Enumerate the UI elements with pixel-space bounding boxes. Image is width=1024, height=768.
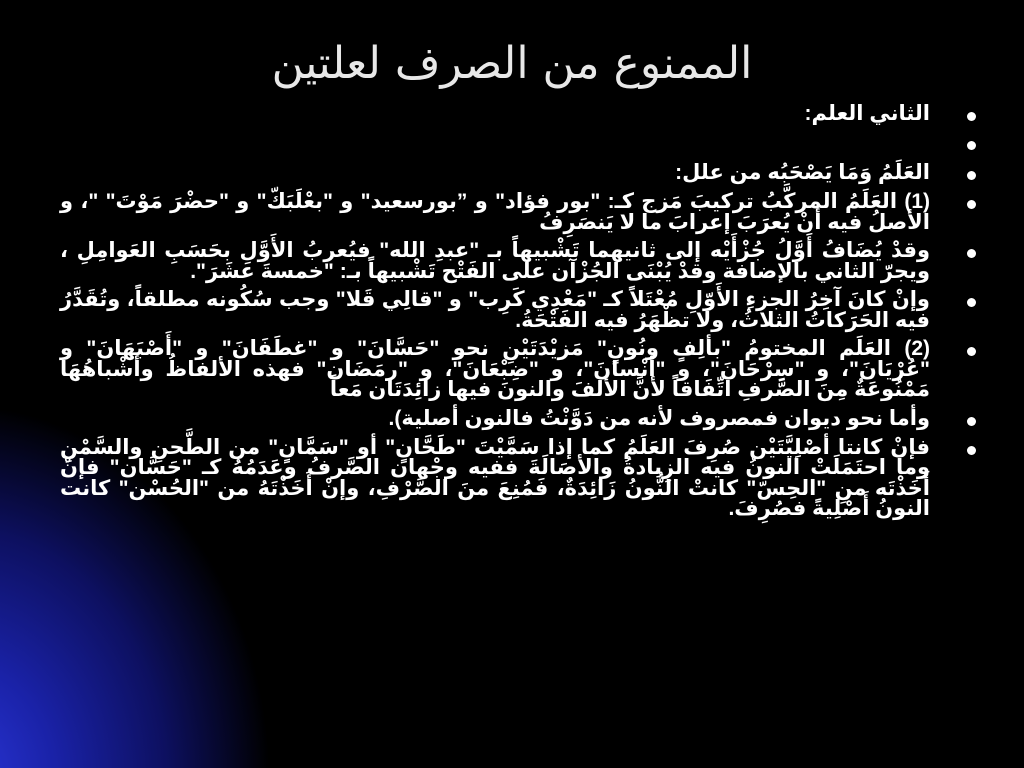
bullet-dot-icon	[967, 446, 976, 455]
bullet-item	[60, 104, 930, 125]
bullet-text: (1) العَلَمُ المركَّبُ تركيبَ مَزج كـ: "بور فؤاد" و ”بورسعيد" و "بعْلَبَكّ" و "حضْرَ مَوْتَ" "، و الأصلُ فيه أنْ يُعرَبَ إعرابَ ما لا يَنصَرِفُ	[60, 190, 930, 234]
slide-content	[60, 104, 930, 522]
bullet-text: فإنْ كانتا أصْلِيَّتَيْن صُرِفَ العَلَمُ كما إذا سَمَّيْتَ "طَحَّانٍ" أو "سَمَّانٍ" من الطَّحنِ والسَّمْنِ وما احتَمَلَتْ النونُ فيه الزِيادةُ والأصَالَةَ ففيه وجْهان الصَّرفُ وعَدَمُهُ كـ "حَسَّان" فإنْ أَخَذْتَه منِ "الحِسّ" كانتْ النُّونُ زَائِدَةٌ، فَمُنِعَ منَ الصَّرْفِ، وإنْ أَخَذْتَهُ من "الحُسْن" كانت النونُ أَصْلِيةً فصُرِفَ.	[60, 435, 930, 520]
bullet-dot-icon	[967, 141, 976, 150]
bullet-dot-icon	[967, 200, 976, 209]
bullet-item	[60, 163, 930, 184]
bullet-item	[60, 339, 930, 401]
bullet-text: وقدْ يُضَافُ أَوَّلُ جُزْأَيْه إلى ثانيهما تَشْبيهاً بـ "عبدِ الله" فيُعربُ الأَوَّلِ بحَسَبِ العَوامِلِ ، ويجرّ الثاني بالإضافة وقدْ يُبْنَى الجُزْآن على الفَتْح تَشْبيهاً بـ: "خمسةَ عشَرَ".	[60, 239, 930, 283]
bullet-item	[60, 435, 930, 520]
slide-title: الممنوع من الصرف لعلتين	[271, 38, 753, 89]
bullet-item	[60, 406, 930, 430]
bullet-dot-icon	[967, 417, 976, 426]
bullet-dot-icon	[967, 112, 976, 121]
bullet-dot-icon	[967, 249, 976, 258]
bullet-text: وإنْ كانَ آخِرُ الجزءِ الأَوّلِ مُعْتَلاً كـ "مَعْدِي كَرِب" و "قالِي قَلا" وجب سُكُونه مطلقاً، وتُقَدَّرُ فيه الحَرَكاتُ الثلاثُ، ولا تظْهَرُ فيه الفَتْحَةُ.	[60, 288, 930, 332]
bullet-item	[60, 192, 930, 233]
bullet-dot-icon	[967, 298, 976, 307]
bullet-item-empty	[60, 133, 930, 161]
bullet-item	[60, 241, 930, 282]
bullet-text: العَلَمُ وَمَا يَصْحَبُه من علل:	[675, 161, 930, 184]
bullet-list	[60, 104, 930, 520]
bullet-text: وأما نحو ديوان فمصروف لأنه من دَوَّنْتُ فالنون أصلية).	[388, 406, 930, 430]
bullet-dot-icon	[967, 171, 976, 180]
bullet-item	[60, 290, 930, 331]
bullet-text: الثاني العلم:	[804, 102, 930, 125]
bullet-text: (2) العَلَم المختومُ "بألِفٍ ونُونٍ" مَزيْدَتَيْنِ نحو "حَسَّانَ" و "غطَفَانَ" و "أَصْبَهَانَ" و "عُرْيَانَ"، و "سِرْحَانَ"، و "أَنْسانَ"، و "ضِبْعَانَ"، و "رمَضَان" فهذه الألفاظُ وأشْباهُهَا مَمْنُوعَةٌ مِنَ الصَّرفِ اتِّفَاقاً لأنَّ الألفَ والنونَ فيها زائِدَتَان مَعاً	[60, 337, 930, 401]
bullet-dot-icon	[967, 347, 976, 356]
